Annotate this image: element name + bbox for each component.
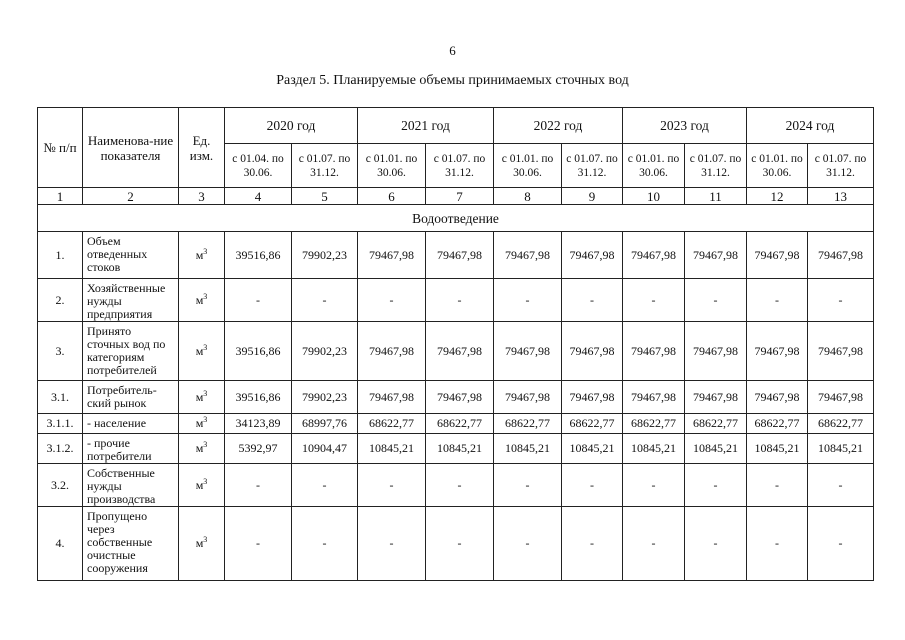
value-cell: - xyxy=(747,279,808,322)
column-number-cell: 13 xyxy=(808,188,874,205)
value-cell: - xyxy=(623,464,685,507)
value-cell: 79467,98 xyxy=(358,322,426,381)
row-indicator-name: Собственные нужды производства xyxy=(83,464,179,507)
header-year: 2022 год xyxy=(494,108,623,144)
row-indicator-name: Принято сточных вод по категориям потребителей xyxy=(83,322,179,381)
value-cell: 79467,98 xyxy=(358,381,426,414)
value-cell: 10904,47 xyxy=(292,434,358,464)
value-cell: 39516,86 xyxy=(225,322,292,381)
value-cell: - xyxy=(292,279,358,322)
table-row xyxy=(38,414,874,434)
section-title-heading: Раздел 5. Планируемые объемы принимаемых сточных вод xyxy=(276,73,629,88)
row-unit: $м^3$ xyxy=(179,434,225,464)
value-cell: - xyxy=(747,507,808,581)
value-cell: - xyxy=(685,279,747,322)
value-cell: 68622,77 xyxy=(494,414,562,434)
value-cell: - xyxy=(426,464,494,507)
value-cell: - xyxy=(623,507,685,581)
column-number-cell: 12 xyxy=(747,188,808,205)
header-period: с 01.01. по 30.06. xyxy=(623,144,685,188)
row-number: 2. xyxy=(38,279,83,322)
value-cell: - xyxy=(747,464,808,507)
row-number: 3.2. xyxy=(38,464,83,507)
value-cell: 10845,21 xyxy=(808,434,874,464)
column-number-cell: 1 xyxy=(38,188,83,205)
column-number-cell: 3 xyxy=(179,188,225,205)
row-unit: $м^3$ xyxy=(179,381,225,414)
value-cell: 79467,98 xyxy=(358,232,426,279)
value-cell: 79902,23 xyxy=(292,232,358,279)
value-cell: 79467,98 xyxy=(685,232,747,279)
value-cell: 79467,98 xyxy=(747,381,808,414)
value-cell: - xyxy=(292,464,358,507)
header-period: с 01.01. по 30.06. xyxy=(747,144,808,188)
value-cell: - xyxy=(808,507,874,581)
value-cell: 79902,23 xyxy=(292,322,358,381)
table-row xyxy=(38,279,874,322)
header-period: с 01.07. по 31.12. xyxy=(562,144,623,188)
value-cell: 79467,98 xyxy=(808,232,874,279)
row-indicator-name: - прочие потребители xyxy=(83,434,179,464)
value-cell: - xyxy=(685,507,747,581)
header-year: 2023 год xyxy=(623,108,747,144)
column-number-cell: 2 xyxy=(83,188,179,205)
column-number-cell: 6 xyxy=(358,188,426,205)
row-unit: $м^3$ xyxy=(179,464,225,507)
table-row xyxy=(38,464,874,507)
header-year: 2021 год xyxy=(358,108,494,144)
table-row xyxy=(38,507,874,581)
value-cell: 10845,21 xyxy=(358,434,426,464)
header-period: с 01.01. по 30.06. xyxy=(358,144,426,188)
page-number: 6 xyxy=(449,43,456,58)
value-cell: - xyxy=(562,279,623,322)
value-cell: 68622,77 xyxy=(623,414,685,434)
value-cell: - xyxy=(623,279,685,322)
value-cell: 79467,98 xyxy=(623,381,685,414)
value-cell: - xyxy=(494,507,562,581)
value-cell: 34123,89 xyxy=(225,414,292,434)
row-unit: $м^3$ xyxy=(179,279,225,322)
value-cell: 79467,98 xyxy=(685,322,747,381)
wastewater-volumes-table xyxy=(37,107,874,581)
value-cell: 10845,21 xyxy=(747,434,808,464)
header-period: с 01.07. по 31.12. xyxy=(292,144,358,188)
value-cell: 79467,98 xyxy=(747,322,808,381)
value-cell: 79467,98 xyxy=(426,232,494,279)
value-cell: 79467,98 xyxy=(494,381,562,414)
value-cell: - xyxy=(358,507,426,581)
value-cell: 79467,98 xyxy=(808,322,874,381)
column-number-row xyxy=(38,188,874,205)
value-cell: - xyxy=(225,464,292,507)
table-row xyxy=(38,322,874,381)
row-unit: $м^3$ xyxy=(179,232,225,279)
header-name: Наименова-ние показателя xyxy=(83,108,179,188)
table-row xyxy=(38,434,874,464)
value-cell: 68622,77 xyxy=(685,414,747,434)
row-indicator-name: Пропущено через собственные очистные сооружения xyxy=(83,507,179,581)
value-cell: - xyxy=(562,464,623,507)
value-cell: 79467,98 xyxy=(562,322,623,381)
row-indicator-name: Объем отведенных стоков xyxy=(83,232,179,279)
value-cell: - xyxy=(426,507,494,581)
row-number: 3.1.1. xyxy=(38,414,83,434)
header-period: с 01.07. по 31.12. xyxy=(426,144,494,188)
value-cell: 79467,98 xyxy=(623,322,685,381)
value-cell: 5392,97 xyxy=(225,434,292,464)
value-cell: 68622,77 xyxy=(747,414,808,434)
value-cell: - xyxy=(426,279,494,322)
value-cell: - xyxy=(225,279,292,322)
value-cell: 79467,98 xyxy=(562,381,623,414)
value-cell: - xyxy=(358,279,426,322)
value-cell: - xyxy=(292,507,358,581)
value-cell: 39516,86 xyxy=(225,381,292,414)
column-number-cell: 7 xyxy=(426,188,494,205)
row-unit: $м^3$ xyxy=(179,322,225,381)
value-cell: 79467,98 xyxy=(426,322,494,381)
value-cell: 68622,77 xyxy=(358,414,426,434)
value-cell: 79467,98 xyxy=(494,322,562,381)
section-heading: Водоотведение xyxy=(38,205,874,232)
value-cell: 68622,77 xyxy=(562,414,623,434)
table-row xyxy=(38,232,874,279)
table-row xyxy=(38,381,874,414)
value-cell: 10845,21 xyxy=(685,434,747,464)
value-cell: 39516,86 xyxy=(225,232,292,279)
value-cell: - xyxy=(225,507,292,581)
row-number: 3. xyxy=(38,322,83,381)
header-year: 2024 год xyxy=(747,108,874,144)
row-number: 3.1. xyxy=(38,381,83,414)
row-number: 1. xyxy=(38,232,83,279)
column-number-cell: 4 xyxy=(225,188,292,205)
row-indicator-name: Потребитель-ский рынок xyxy=(83,381,179,414)
value-cell: - xyxy=(685,464,747,507)
value-cell: - xyxy=(808,464,874,507)
column-number-cell: 10 xyxy=(623,188,685,205)
row-unit: $м^3$ xyxy=(179,414,225,434)
value-cell: 79902,23 xyxy=(292,381,358,414)
value-cell: - xyxy=(808,279,874,322)
header-year: 2020 год xyxy=(225,108,358,144)
column-number-cell: 5 xyxy=(292,188,358,205)
value-cell: 79467,98 xyxy=(426,381,494,414)
header-unit: Ед. изм. xyxy=(179,108,225,188)
value-cell: 10845,21 xyxy=(562,434,623,464)
header-period: с 01.07. по 31.12. xyxy=(685,144,747,188)
header-num: № п/п xyxy=(38,108,83,188)
column-number-cell: 9 xyxy=(562,188,623,205)
row-unit: $м^3$ xyxy=(179,507,225,581)
row-indicator-name: - население xyxy=(83,414,179,434)
row-number: 4. xyxy=(38,507,83,581)
value-cell: 79467,98 xyxy=(494,232,562,279)
column-number-cell: 8 xyxy=(494,188,562,205)
row-indicator-name: Хозяйственные нужды предприятия xyxy=(83,279,179,322)
value-cell: 10845,21 xyxy=(494,434,562,464)
value-cell: 79467,98 xyxy=(685,381,747,414)
value-cell: 10845,21 xyxy=(623,434,685,464)
row-number: 3.1.2. xyxy=(38,434,83,464)
column-number-cell: 11 xyxy=(685,188,747,205)
header-period: с 01.07. по 31.12. xyxy=(808,144,874,188)
value-cell: - xyxy=(562,507,623,581)
value-cell: 68622,77 xyxy=(426,414,494,434)
value-cell: 10845,21 xyxy=(426,434,494,464)
value-cell: - xyxy=(358,464,426,507)
value-cell: 68622,77 xyxy=(808,414,874,434)
value-cell: 79467,98 xyxy=(562,232,623,279)
value-cell: 79467,98 xyxy=(747,232,808,279)
value-cell: - xyxy=(494,464,562,507)
value-cell: 68997,76 xyxy=(292,414,358,434)
value-cell: 79467,98 xyxy=(623,232,685,279)
header-period: с 01.01. по 30.06. xyxy=(494,144,562,188)
value-cell: - xyxy=(494,279,562,322)
header-period: с 01.04. по 30.06. xyxy=(225,144,292,188)
value-cell: 79467,98 xyxy=(808,381,874,414)
